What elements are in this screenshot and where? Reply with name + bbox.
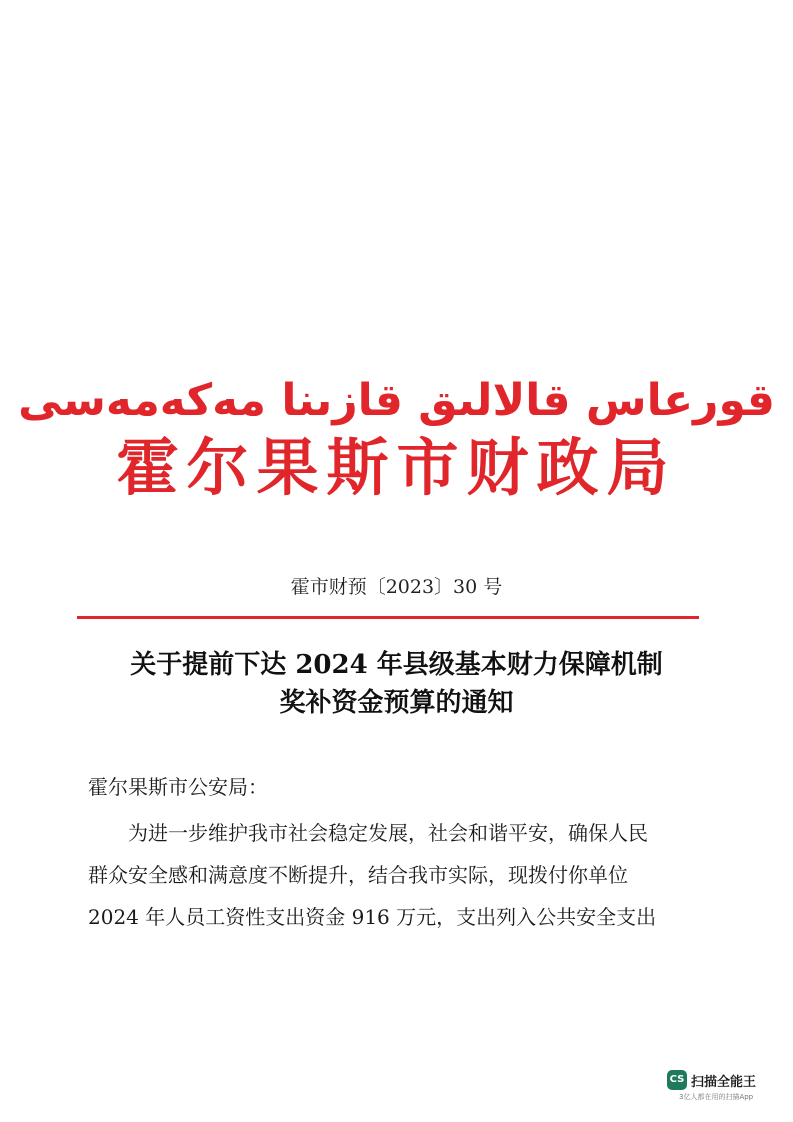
camscanner-logo-icon: CS [667, 1070, 687, 1090]
title-line-2: 奖补资金预算的通知 [279, 688, 514, 718]
scanner-watermark [667, 1070, 779, 1110]
masthead-uyghur: قورعاس قالالىق قازىنا مەكەمەسى [18, 375, 775, 426]
masthead-chinese: 霍尔果斯市财政局 [116, 431, 677, 504]
body-line: 为进一步维护我市社会稳定发展，社会和谐平安，确保人民 [128, 821, 648, 845]
red-divider-line [77, 616, 699, 619]
document-number: 霍市财预〔2023〕30 号 [290, 576, 503, 598]
watermark-slogan: 3亿人都在用的扫描App [679, 1093, 754, 1101]
document-title [60, 646, 733, 722]
body-paragraph [88, 812, 710, 938]
body-line: 2024 年人员工资性支出资金 916 万元，支出列入公共安全支出 [88, 905, 657, 929]
title-line-1: 关于提前下达 2024 年县级基本财力保障机制 [130, 650, 663, 680]
watermark-app-name: 扫描全能王 [691, 1074, 757, 1090]
body-line: 群众安全感和满意度不断提升，结合我市实际，现拨付你单位 [88, 863, 628, 887]
salutation: 霍尔果斯市公安局： [88, 775, 268, 799]
